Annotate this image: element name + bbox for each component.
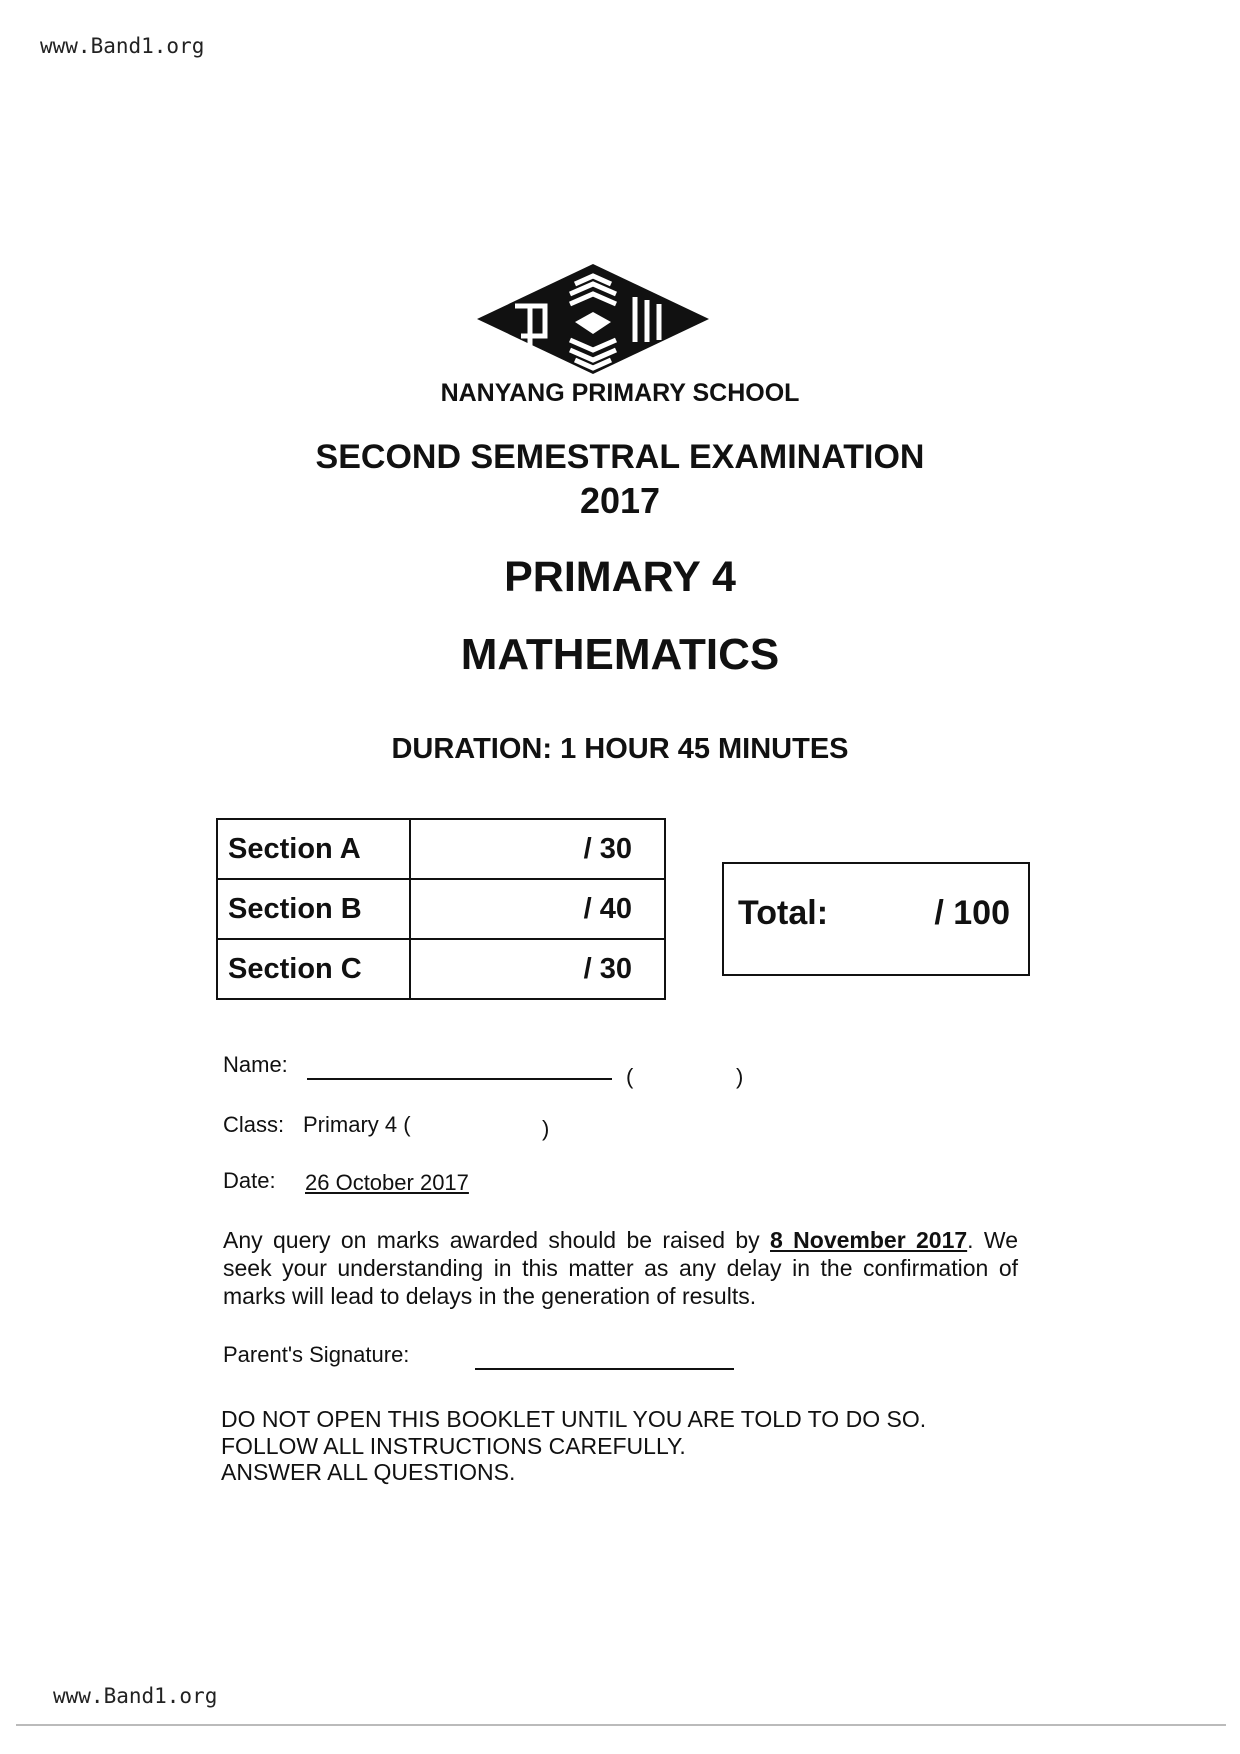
name-field[interactable]: [307, 1078, 612, 1080]
section-label: Section C: [217, 939, 410, 999]
subject: MATHEMATICS: [460, 630, 780, 679]
index-close-paren: ): [736, 1064, 744, 1089]
date-value: 26 October 2017: [305, 1170, 469, 1195]
deadline: 8 November 2017: [770, 1227, 968, 1253]
school-name: NANYANG PRIMARY SCHOOL: [440, 379, 800, 407]
school-logo: [475, 262, 711, 376]
class-close-paren: ): [542, 1116, 550, 1141]
table-row: [217, 879, 665, 939]
section-score: / 30: [410, 819, 665, 879]
instruction: ANSWER ALL QUESTIONS.: [221, 1459, 516, 1485]
class-label: Class:: [223, 1112, 285, 1137]
exam-year: 2017: [579, 480, 661, 521]
duration: DURATION: 1 HOUR 45 MINUTES: [391, 733, 849, 765]
signature-field[interactable]: [475, 1368, 734, 1370]
footer-divider: [16, 1724, 1226, 1726]
table-row: [217, 819, 665, 879]
total-box: [722, 862, 1030, 976]
section-marks-table: [216, 818, 666, 1000]
table-row: [217, 939, 665, 999]
watermark-bottom: www.Band1.org: [53, 1684, 218, 1708]
section-label: Section B: [217, 879, 410, 939]
watermark-top: www.Band1.org: [40, 34, 205, 58]
name-label: Name:: [223, 1052, 288, 1077]
date-label: Date:: [223, 1168, 276, 1193]
instruction: DO NOT OPEN THIS BOOKLET UNTIL YOU ARE TOLD TO DO SO.: [221, 1406, 927, 1432]
total-label: Total:: [738, 894, 829, 932]
index-open-paren: (: [626, 1064, 634, 1089]
level: PRIMARY 4: [504, 553, 736, 601]
section-label: Section A: [217, 819, 410, 879]
instruction: FOLLOW ALL INSTRUCTIONS CAREFULLY.: [221, 1433, 686, 1459]
total-score: / 100: [934, 894, 1010, 932]
signature-label: Parent's Signature:: [223, 1342, 410, 1367]
class-value: Primary 4 (: [303, 1112, 411, 1137]
marks-query-notice: Any query on marks awarded should be raised by 8 November 2017. We seek your understanding in this matter as any delay in the confirmation of marks will lead to delays in the generation of results.: [223, 1227, 1018, 1309]
section-score: / 30: [410, 939, 665, 999]
exam-title: SECOND SEMESTRAL EXAMINATION: [315, 438, 925, 476]
section-score: / 40: [410, 879, 665, 939]
